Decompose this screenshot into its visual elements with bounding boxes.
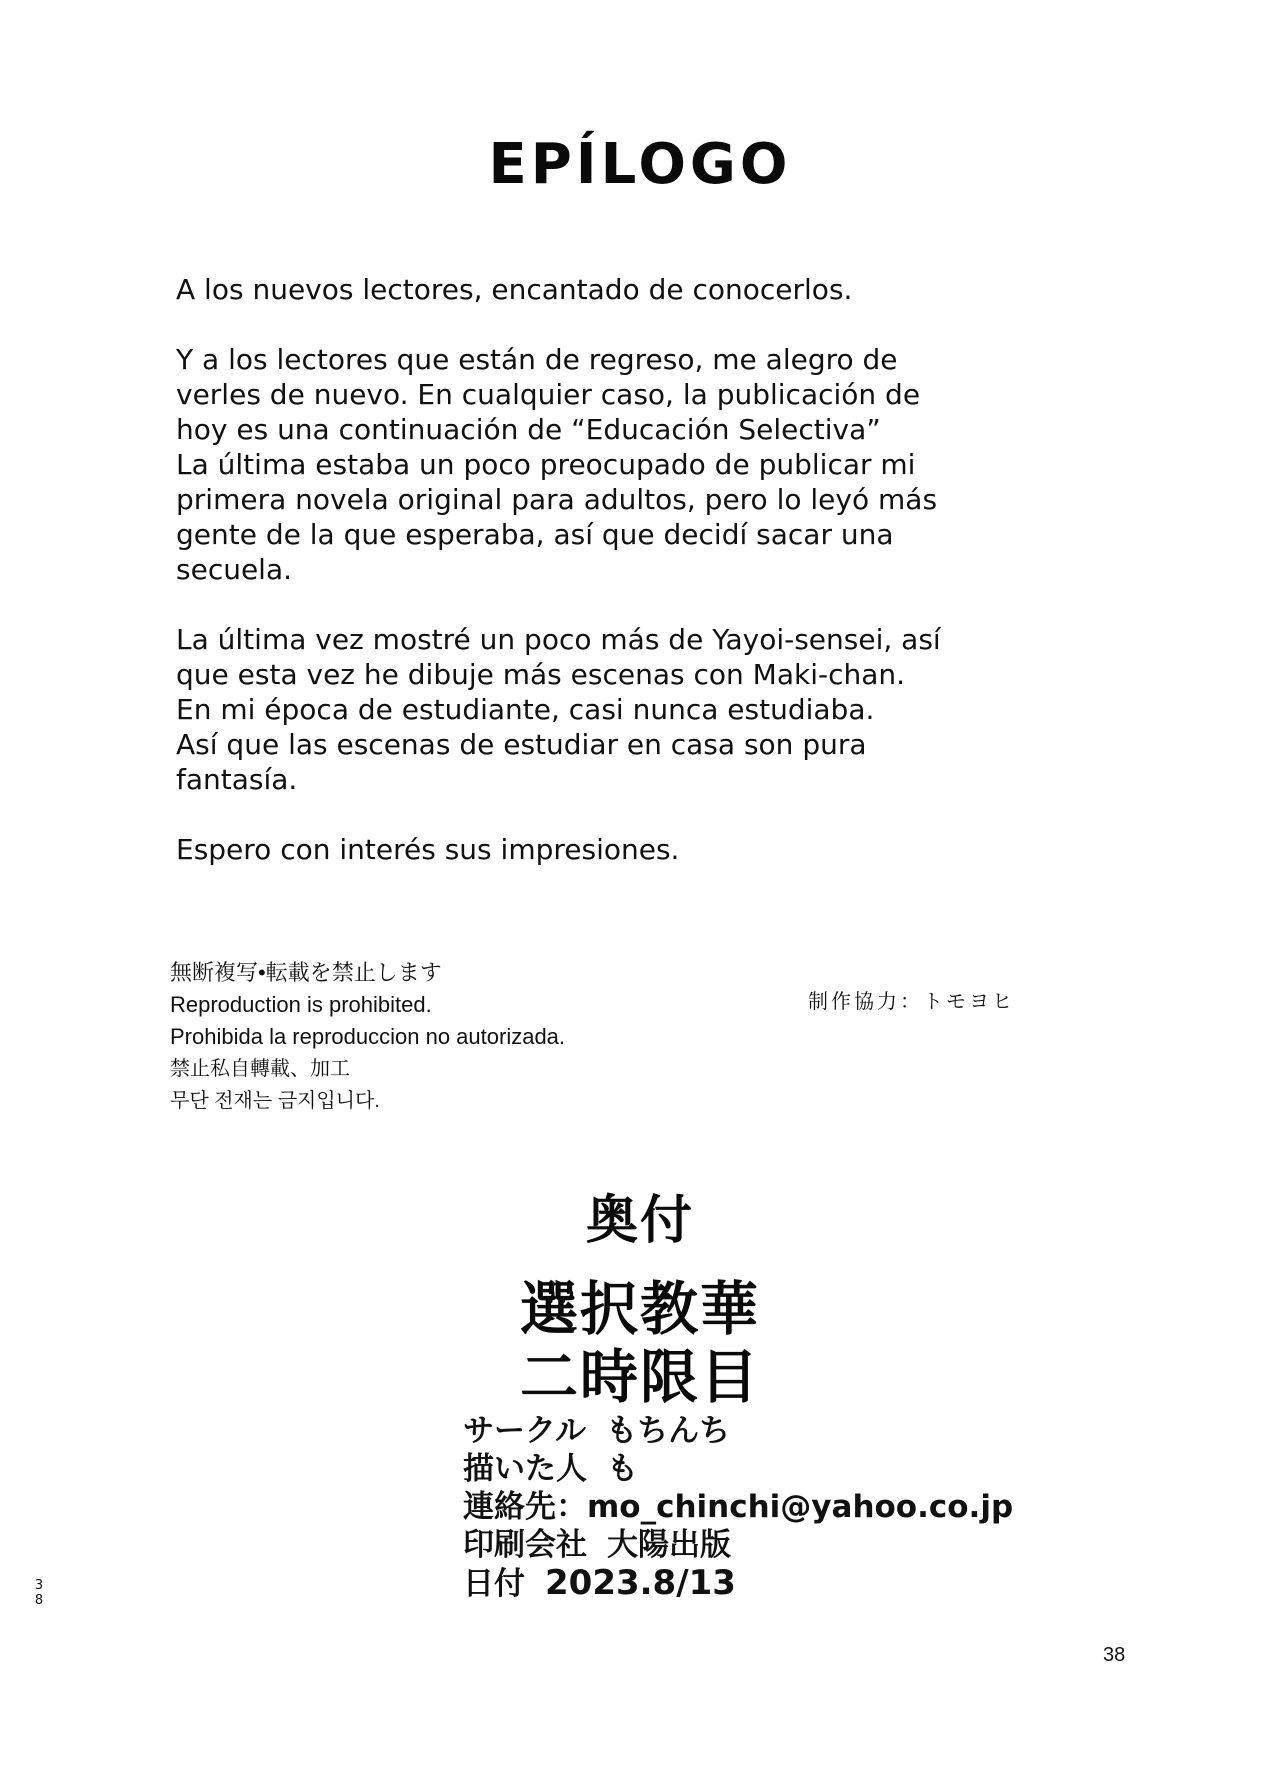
printer-label: 印刷会社: [463, 1527, 587, 1563]
epilogue-line: Espero con interés sus impresiones.: [176, 833, 680, 866]
artist-value: も: [607, 1451, 638, 1487]
colophon-heading: 奥付: [585, 1190, 694, 1251]
epilogue-line: verles de nuevo. En cualquier caso, la publicación de: [176, 378, 921, 411]
reproduction-notice: [170, 957, 565, 1117]
side-page-number: [32, 1578, 46, 1608]
circle-value: もちんち: [606, 1413, 731, 1449]
date-label: 日付: [463, 1566, 525, 1602]
page-title: EPÍLOGO: [488, 132, 792, 197]
notice-spanish: Prohibida la reproduccion no autorizada.: [170, 1024, 566, 1049]
contact-row: [463, 1488, 1013, 1526]
contact-email: mo_chinchi@yahoo.co.jp: [587, 1489, 1014, 1525]
work-title-line2: 二時限目: [519, 1343, 760, 1411]
work-title-line1: 選択教華: [519, 1275, 760, 1343]
printer-value: 大陽出版: [607, 1527, 731, 1563]
epilogue-line: hoy es una continuación de “Educación Selectiva”: [176, 413, 881, 446]
paragraph-gap: [176, 587, 1116, 622]
epilogue-line: que esta vez he dibuje más escenas con Maki-chan.: [176, 658, 906, 691]
epilogue-line: secuela.: [176, 553, 293, 586]
contact-label: 連絡先：: [463, 1489, 587, 1525]
epilogue-line: Así que las escenas de estudiar en casa son pura: [176, 728, 867, 761]
notice-english: Reproduction is prohibited.: [170, 992, 432, 1017]
printer-row: [463, 1526, 1013, 1564]
paragraph-gap: [176, 797, 1116, 832]
date-value: 2023.8/13: [545, 1563, 736, 1603]
circle-row: [463, 1412, 1013, 1450]
epilogue-line: A los nuevos lectores, encantado de conocerlos.: [176, 273, 853, 306]
artist-label: 描いた人: [463, 1451, 587, 1487]
paragraph-gap: [176, 307, 1116, 342]
colophon-credits: [463, 1412, 1013, 1602]
page-number: 38: [1103, 1644, 1126, 1666]
epilogue-line: primera novela original para adultos, pero lo leyó más: [176, 483, 938, 516]
epilogue-text: [176, 272, 1116, 867]
notice-japanese: 無断複写•転載を禁止します: [170, 960, 442, 985]
notice-chinese: 禁止私自轉載、加工: [170, 1058, 350, 1080]
epilogue-line: fantasía.: [176, 763, 298, 796]
side-digit: 8: [34, 1593, 44, 1608]
notice-korean: 무단 전재는 금지입니다.: [170, 1090, 380, 1112]
artist-row: [463, 1450, 1013, 1488]
epilogue-line: gente de la que esperaba, así que decidí sacar una: [176, 518, 894, 551]
epilogue-line: En mi época de estudiante, casi nunca estudiaba.: [176, 693, 875, 726]
epilogue-line: La última estaba un poco preocupado de publicar mi: [176, 448, 916, 481]
circle-label: サークル: [463, 1413, 587, 1449]
date-row: [463, 1564, 1013, 1602]
epilogue-line: La última vez mostré un poco más de Yayoi-sensei, así: [176, 623, 941, 656]
side-digit: 3: [34, 1578, 44, 1593]
epilogue-line: Y a los lectores que están de regreso, me alegro de: [176, 343, 898, 376]
production-cooperation: 制作協力：トモヨヒ: [808, 989, 1015, 1013]
